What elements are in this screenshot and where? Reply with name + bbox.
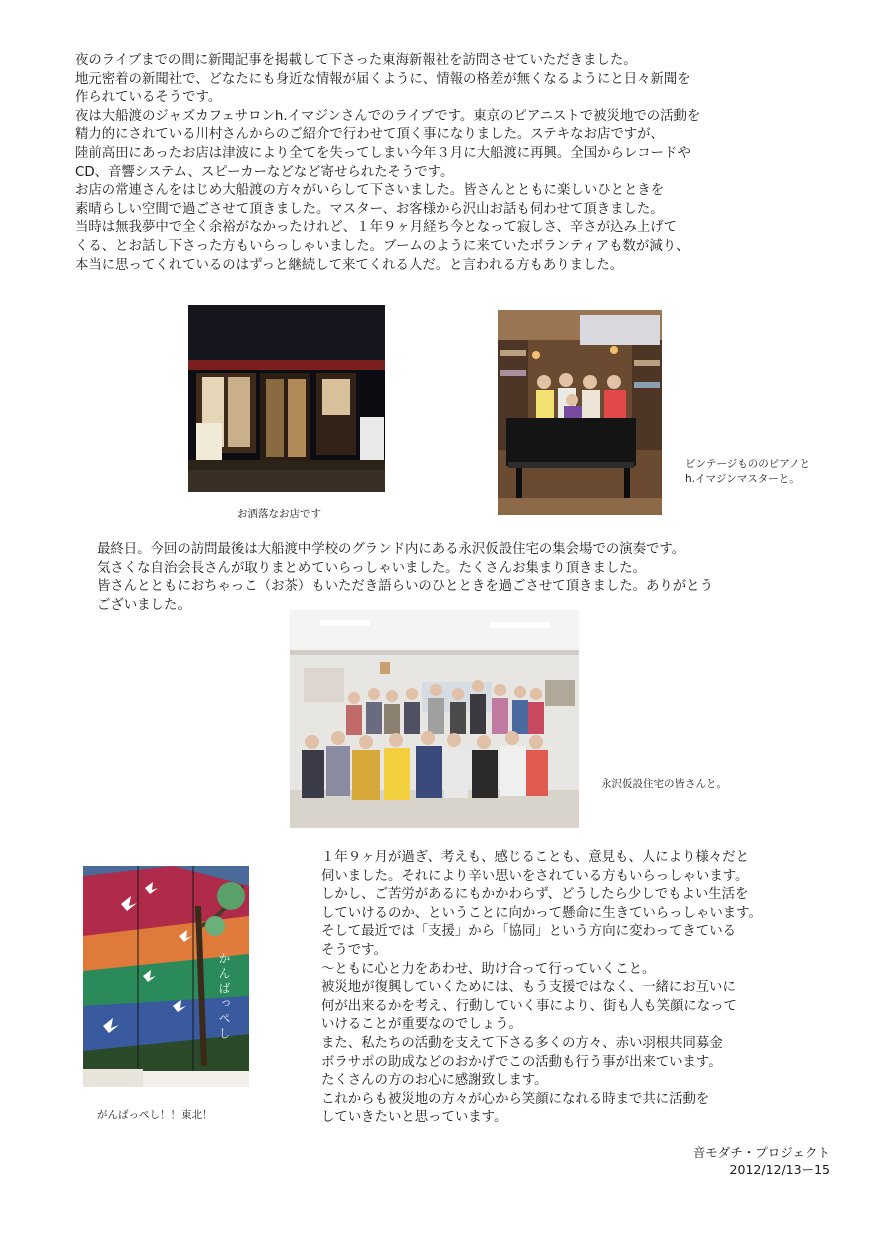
cafe-photo-caption: お洒落なお店です bbox=[237, 508, 321, 520]
intro-paragraph bbox=[75, 52, 700, 275]
cafe-exterior-photo bbox=[188, 305, 385, 492]
intro-line: くる、とお話し下さった方もいらっしゃいました。ブームのように来ていたボランティアも数が減り、 bbox=[75, 238, 690, 254]
closing-line: たくさんの方のお心に感謝致します。 bbox=[321, 1073, 548, 1089]
final-day-line: 最終日。今回の訪問最後は大船渡中学校のグランド内にある永沢仮設住宅の集会場での演奏です。 bbox=[97, 542, 686, 557]
mural-photo bbox=[83, 866, 249, 1087]
closing-line: 伺いました。それにより辛い思いをされている方もいらっしゃいます。 bbox=[321, 868, 749, 884]
mural-painted-text: かんばっぺし bbox=[217, 952, 231, 1042]
closing-line: ボラサポの助成などのおかげでこの活動も行う事が出来ています。 bbox=[321, 1054, 722, 1070]
closing-line: また、私たちの活動を支えて下さる多くの方々、赤い羽根共同募金 bbox=[321, 1035, 723, 1051]
group-photo-caption: 永沢仮設住宅の皆さんと。 bbox=[601, 778, 727, 790]
piano-photo-caption bbox=[685, 457, 810, 487]
intro-line: CD、音響システム、スピーカーなどなど寄せられたそうです。 bbox=[75, 164, 454, 180]
intro-line: お店の常連さんをはじめ大船渡の方々がいらして下さいました。皆さんとともに楽しいひとときを bbox=[75, 183, 665, 199]
intro-line: 陸前高田にあったお店は津波により全てを失ってしまい今年３月に大船渡に再興。全国からレコードや bbox=[75, 145, 691, 161]
final-day-line: 気さくな自治会長さんが取りまとめていらっしゃいました。たくさんお集まり頂きました。 bbox=[97, 560, 647, 576]
closing-line: 何が出来るかを考え、行動していく事により、街も人も笑顔になって bbox=[321, 998, 737, 1014]
closing-line: いけることが重要なのでしょう。 bbox=[321, 1017, 522, 1033]
closing-line: 〜ともに心と力をあわせ、助け合って行っていくこと。 bbox=[321, 961, 656, 977]
intro-line: 素晴らしい空間で過ごさせて頂きました。マスター、お客様から沢山お話も伺わせて頂きました。 bbox=[75, 201, 664, 217]
group-photo bbox=[290, 610, 579, 828]
closing-line: していきたいと思っています。 bbox=[321, 1110, 508, 1126]
intro-line: 作られているそうです。 bbox=[75, 90, 222, 106]
closing-line: これからも被災地の方々が心から笑顔になれる時まで共に活動を bbox=[321, 1091, 710, 1107]
signature-date: 2012/12/13ー15 bbox=[729, 1162, 830, 1177]
closing-line: 被災地が復興していくためには、もう支援ではなく、一緒にお互いに bbox=[321, 980, 736, 996]
piano-caption-line: ビンテージもののピアノと bbox=[685, 458, 810, 470]
signature-block bbox=[693, 1144, 830, 1178]
intro-line: 精力的にされている川村さんからのご紹介で行わせて頂く事になりました。ステキなお店ですが、 bbox=[75, 127, 664, 143]
final-day-paragraph bbox=[97, 541, 713, 615]
closing-line: しかし、ご苦労があるにもかかわらず、どうしたら少しでもよい生活を bbox=[321, 887, 749, 903]
closing-line: そして最近では「支援」から「協同」という方向に変わってきている bbox=[321, 924, 736, 940]
closing-paragraph bbox=[321, 849, 762, 1128]
closing-line: していけるのか、ということに向かって懸命に生きていらっしゃいます。 bbox=[321, 905, 762, 921]
piano-photo bbox=[498, 310, 662, 515]
intro-line: 当時は無我夢中で全く余裕がなかったけれど、１年９ヶ月経ち今となって寂しさ、辛さが込み上げて bbox=[75, 220, 678, 236]
final-day-line: 皆さんとともにおちゃっこ（お茶）もいただき語らいのひとときを過ごさせて頂きました。ありがとう bbox=[97, 579, 713, 595]
mural-photo-caption: がんばっぺし！！東北！ bbox=[97, 1109, 213, 1121]
signature-org: 音モダチ・プロジェクト bbox=[692, 1145, 830, 1160]
piano-caption-line: h.イマジンマスターと。 bbox=[685, 473, 800, 485]
intro-line: 夜は大船渡のジャズカフェサロンh.イマジンさんでのライブです。東京のピアニストで被災地での活動を bbox=[75, 108, 701, 124]
intro-line: 夜のライブまでの間に新聞記事を掲載して下さった東海新報社を訪問させていただきました。 bbox=[75, 53, 637, 68]
closing-line: そうです。 bbox=[321, 942, 387, 958]
final-day-line: ございました。 bbox=[97, 597, 191, 613]
intro-line: 本当に思ってくれているのはずっと継続して来てくれる人だ。と言われる方もありました。 bbox=[75, 257, 624, 273]
intro-line: 地元密着の新聞社で、どなたにも身近な情報が届くように、情報の格差が無くなるようにと日々新聞を bbox=[75, 71, 691, 87]
closing-line: １年９ヶ月が過ぎ、考えも、感じることも、意見も、人により様々だと bbox=[321, 850, 749, 865]
